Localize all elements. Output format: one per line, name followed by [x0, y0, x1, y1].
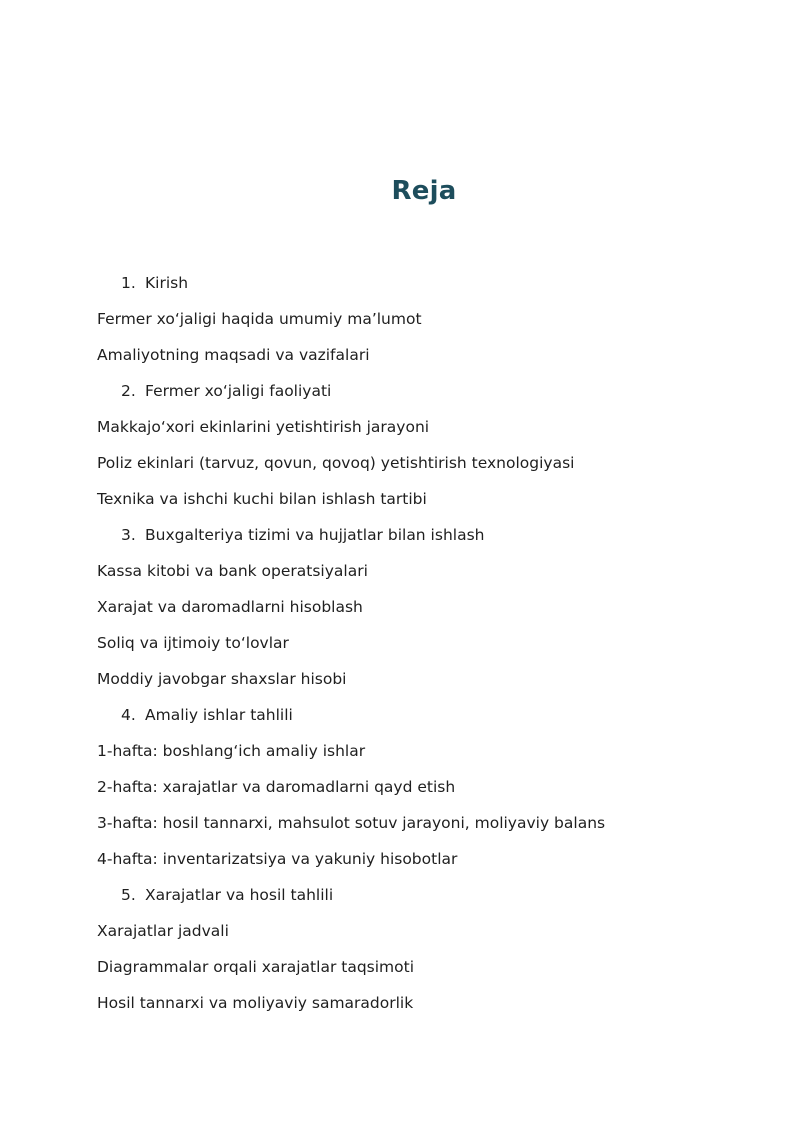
outline-item: Texnika va ishchi kuchi bilan ishlash tartibi: [97, 490, 427, 508]
section-number: 2.: [121, 382, 136, 400]
section-number: 3.: [121, 526, 136, 544]
outline-item: 3-hafta: hosil tannarxi, mahsulot sotuv jarayoni, moliyaviy balans: [97, 814, 606, 832]
outline-item: Moddiy javobgar shaxslar hisobi: [97, 670, 347, 688]
outline-item: Poliz ekinlari (tarvuz, qovun, qovoq) yetishtirish texnologiyasi: [97, 454, 575, 472]
outline-item: 4-hafta: inventarizatsiya va yakuniy hisobotlar: [97, 850, 458, 868]
outline-item: Diagrammalar orqali xarajatlar taqsimoti: [97, 958, 415, 976]
section-number: 5.: [121, 886, 136, 904]
outline-item: 1-hafta: boshlang‘ich amaliy ishlar: [97, 742, 366, 760]
section-heading-text: Amaliy ishlar tahlili: [145, 706, 293, 724]
outline-item: Amaliyotning maqsadi va vazifalari: [97, 346, 370, 364]
section-heading-text: Xarajatlar va hosil tahlili: [145, 886, 334, 904]
section-heading: [0, 702, 800, 738]
outline-item: 2-hafta: xarajatlar va daromadlarni qayd etish: [97, 778, 456, 796]
page-title: Reja: [391, 176, 457, 206]
outline-item: Hosil tannarxi va moliyaviy samaradorlik: [97, 994, 414, 1012]
section-heading: [0, 270, 800, 306]
outline-item: Fermer xo‘jaligi haqida umumiy ma’lumot: [97, 310, 422, 328]
section-number: 4.: [121, 706, 136, 724]
section-number: 1.: [121, 274, 136, 292]
outline-item: Kassa kitobi va bank operatsiyalari: [97, 562, 368, 580]
outline-item: Xarajatlar jadvali: [97, 922, 229, 940]
section-heading-text: Fermer xo‘jaligi faoliyati: [145, 382, 332, 400]
outline-item: Xarajat va daromadlarni hisoblash: [97, 598, 363, 616]
section-heading: [0, 882, 800, 918]
section-heading: [0, 378, 800, 414]
section-heading: [0, 522, 800, 558]
outline-item: Makkajo‘xori ekinlarini yetishtirish jarayoni: [97, 418, 430, 436]
outline-item: Soliq va ijtimoiy to‘lovlar: [97, 634, 289, 652]
section-heading-text: Buxgalteriya tizimi va hujjatlar bilan ishlash: [145, 526, 485, 544]
section-heading-text: Kirish: [145, 274, 189, 292]
outline-list: [0, 270, 800, 1026]
